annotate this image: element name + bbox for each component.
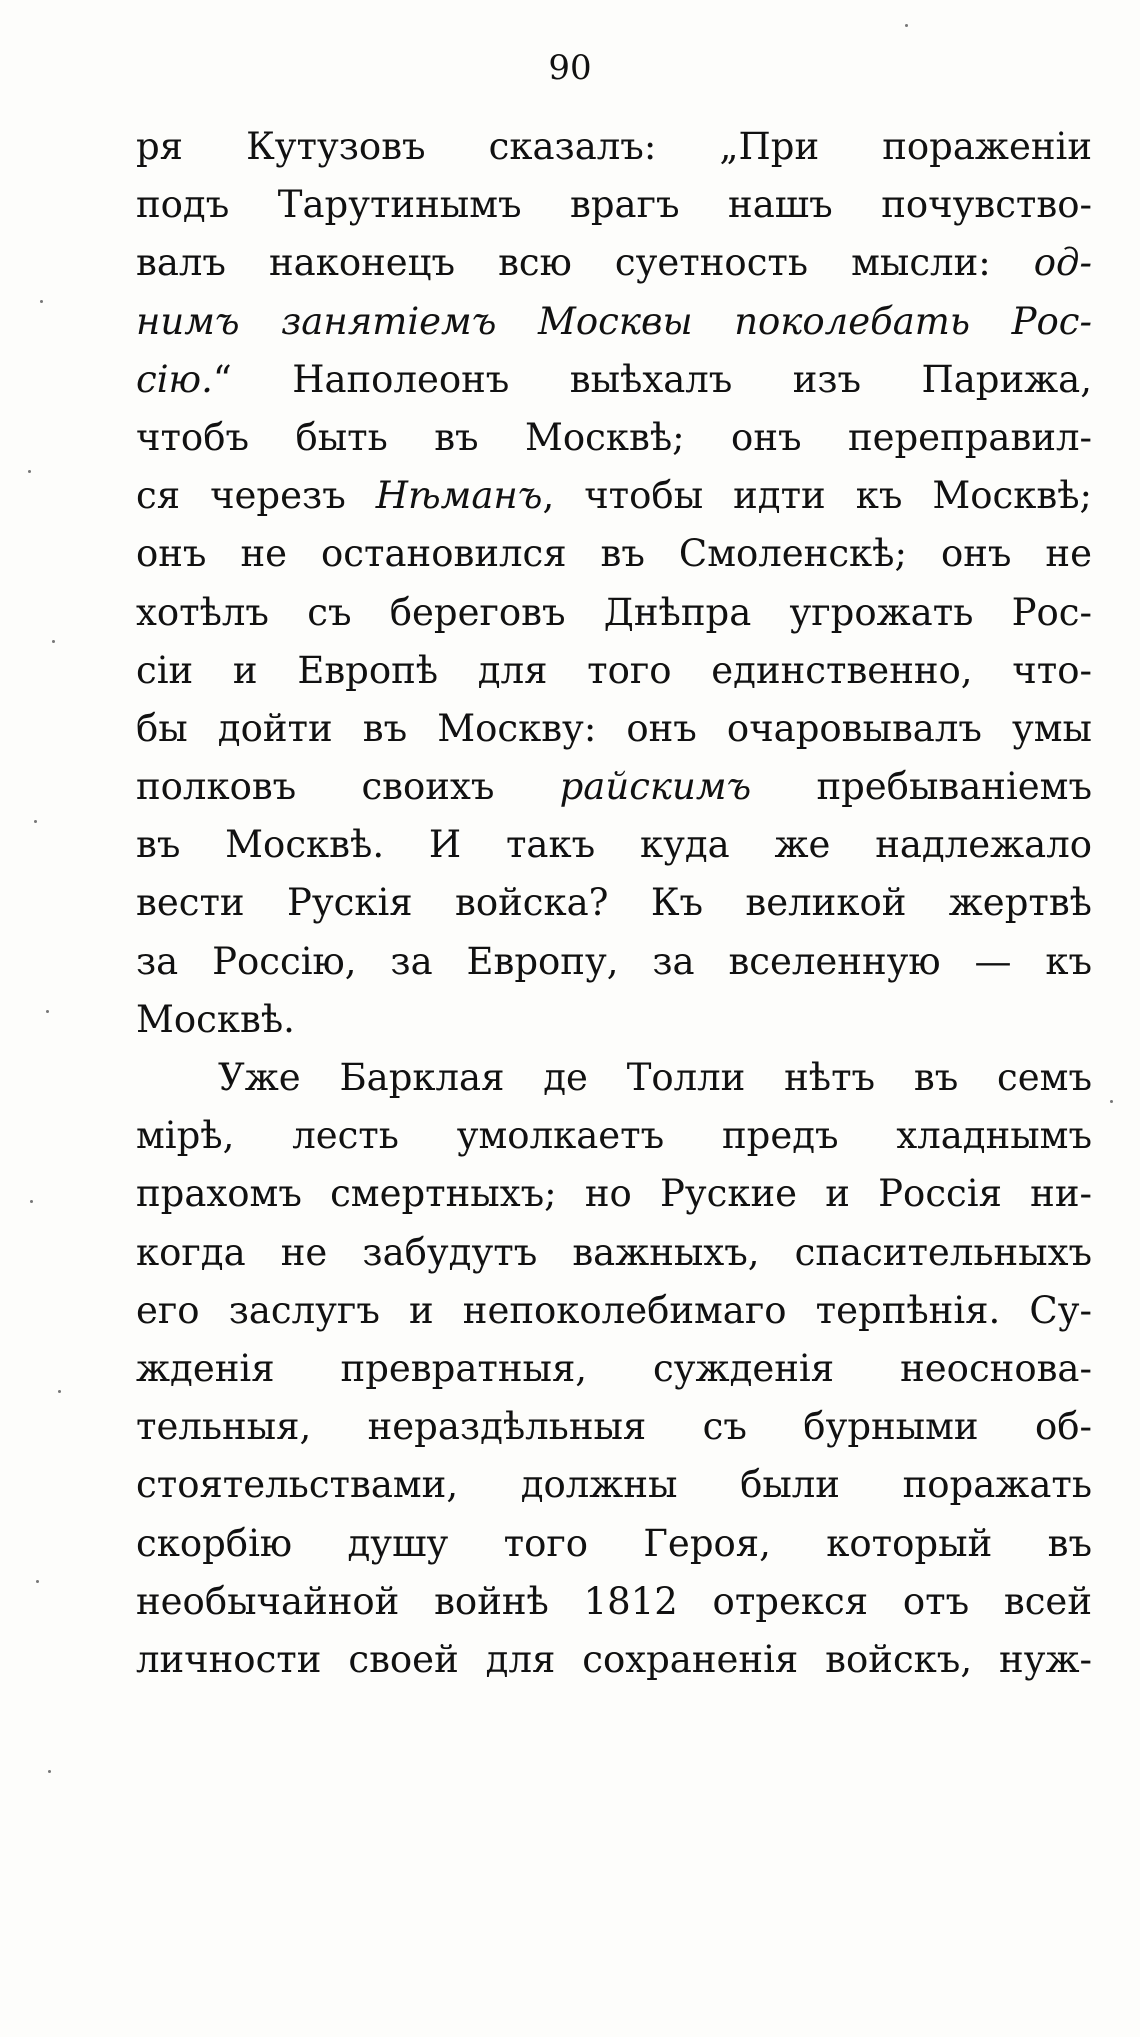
text-run: мірѣ, лесть умолкаетъ предъ хладнымъ: [136, 1114, 1092, 1158]
body-text: [136, 118, 1092, 1689]
text-line: [136, 409, 1092, 467]
text-run: Уже Барклая де Толли нѣтъ въ семъ: [218, 1056, 1092, 1099]
text-line: [136, 758, 1092, 816]
text-run: пребываніемъ: [751, 765, 1093, 809]
print-speck: [34, 820, 37, 823]
print-speck: [58, 1390, 61, 1393]
print-speck: [40, 300, 43, 303]
print-speck: [30, 1200, 33, 1203]
text-run: когда не забудутъ важныхъ, спасительныхъ: [136, 1230, 1092, 1274]
text-line: [136, 351, 1092, 409]
print-speck: [48, 1770, 51, 1773]
text-line: [136, 1282, 1092, 1340]
text-run: стоятельствами, должны были поражать: [136, 1463, 1092, 1507]
page-number: 90: [548, 48, 592, 88]
print-speck: [46, 1010, 49, 1013]
print-speck: [36, 1580, 39, 1583]
print-speck: [52, 640, 55, 643]
text-line: [136, 293, 1092, 351]
text-run: подъ Тарутинымъ врагъ нашъ почувство-: [136, 183, 1092, 227]
text-line: [136, 1165, 1092, 1223]
text-line: [136, 933, 1092, 991]
text-run: за Россію, за Европу, за вселенную — къ: [136, 939, 1092, 983]
italic-text-run: Нѣманъ: [375, 474, 543, 518]
text-line: [136, 700, 1092, 758]
text-run: вести Рускія войска? Къ великой жертвѣ: [136, 881, 1092, 925]
text-line: [136, 1107, 1092, 1165]
text-run: тельныя, нераздѣльныя съ бурными об-: [136, 1405, 1092, 1449]
text-line: [136, 176, 1092, 234]
text-run: ря Кутузовъ сказалъ: „При пораженіи: [136, 125, 1092, 168]
text-run: онъ не остановился въ Смоленскѣ; онъ не: [136, 532, 1092, 576]
italic-text-run: сію.: [136, 357, 213, 401]
text-line: [136, 234, 1092, 292]
text-line: [136, 584, 1092, 642]
text-run: личности своей для сохраненія войскъ, нуж-: [136, 1637, 1092, 1681]
text-line: [136, 1049, 1092, 1107]
text-run: необычайной войнѣ 1812 отрекся отъ всей: [136, 1579, 1092, 1623]
text-run: въ Москвѣ. И такъ куда же надлежало: [136, 823, 1092, 867]
text-run: бы дойти въ Москву: онъ очаровывалъ умы: [136, 706, 1092, 750]
text-line: [136, 642, 1092, 700]
text-line: [136, 1631, 1092, 1689]
text-line: [136, 1340, 1092, 1398]
text-run: жденія превратныя, сужденія неоснова-: [136, 1346, 1092, 1390]
text-line: [136, 525, 1092, 583]
italic-text-run: од-: [1033, 241, 1092, 285]
text-line: [136, 118, 1092, 176]
print-speck: [905, 24, 908, 27]
text-run: полковъ своихъ: [136, 765, 560, 809]
text-run: ся черезъ: [136, 474, 376, 518]
text-line: [136, 816, 1092, 874]
text-run: валъ наконецъ всю суетность мысли:: [136, 241, 1034, 285]
text-line: [136, 467, 1092, 525]
text-run: Москвѣ.: [136, 997, 295, 1041]
text-run: скорбію душу того Героя, который въ: [136, 1521, 1092, 1565]
italic-text-run: нимъ занятіемъ Москвы поколебать Рос-: [136, 299, 1092, 343]
text-line: [136, 1515, 1092, 1573]
text-run: сіи и Европѣ для того единственно, что-: [136, 648, 1092, 692]
text-run: его заслугъ и непоколебимаго терпѣнія. Су-: [136, 1288, 1092, 1332]
text-line: [136, 991, 1092, 1049]
text-run: , чтобы идти къ Москвѣ;: [542, 474, 1093, 518]
print-speck: [28, 470, 31, 473]
print-speck: [1110, 1100, 1113, 1103]
text-line: [136, 1224, 1092, 1282]
text-run: хотѣлъ съ береговъ Днѣпра угрожать Рос-: [136, 590, 1092, 634]
text-line: [136, 1456, 1092, 1514]
italic-text-run: райскимъ: [559, 765, 752, 809]
text-line: [136, 874, 1092, 932]
text-line: [136, 1398, 1092, 1456]
text-run: “ Наполеонъ выѣхалъ изъ Парижа,: [212, 357, 1092, 401]
text-line: [136, 1573, 1092, 1631]
text-run: чтобъ быть въ Москвѣ; онъ переправил-: [136, 415, 1092, 459]
text-run: прахомъ смертныхъ; но Руские и Россія ни-: [136, 1172, 1092, 1216]
